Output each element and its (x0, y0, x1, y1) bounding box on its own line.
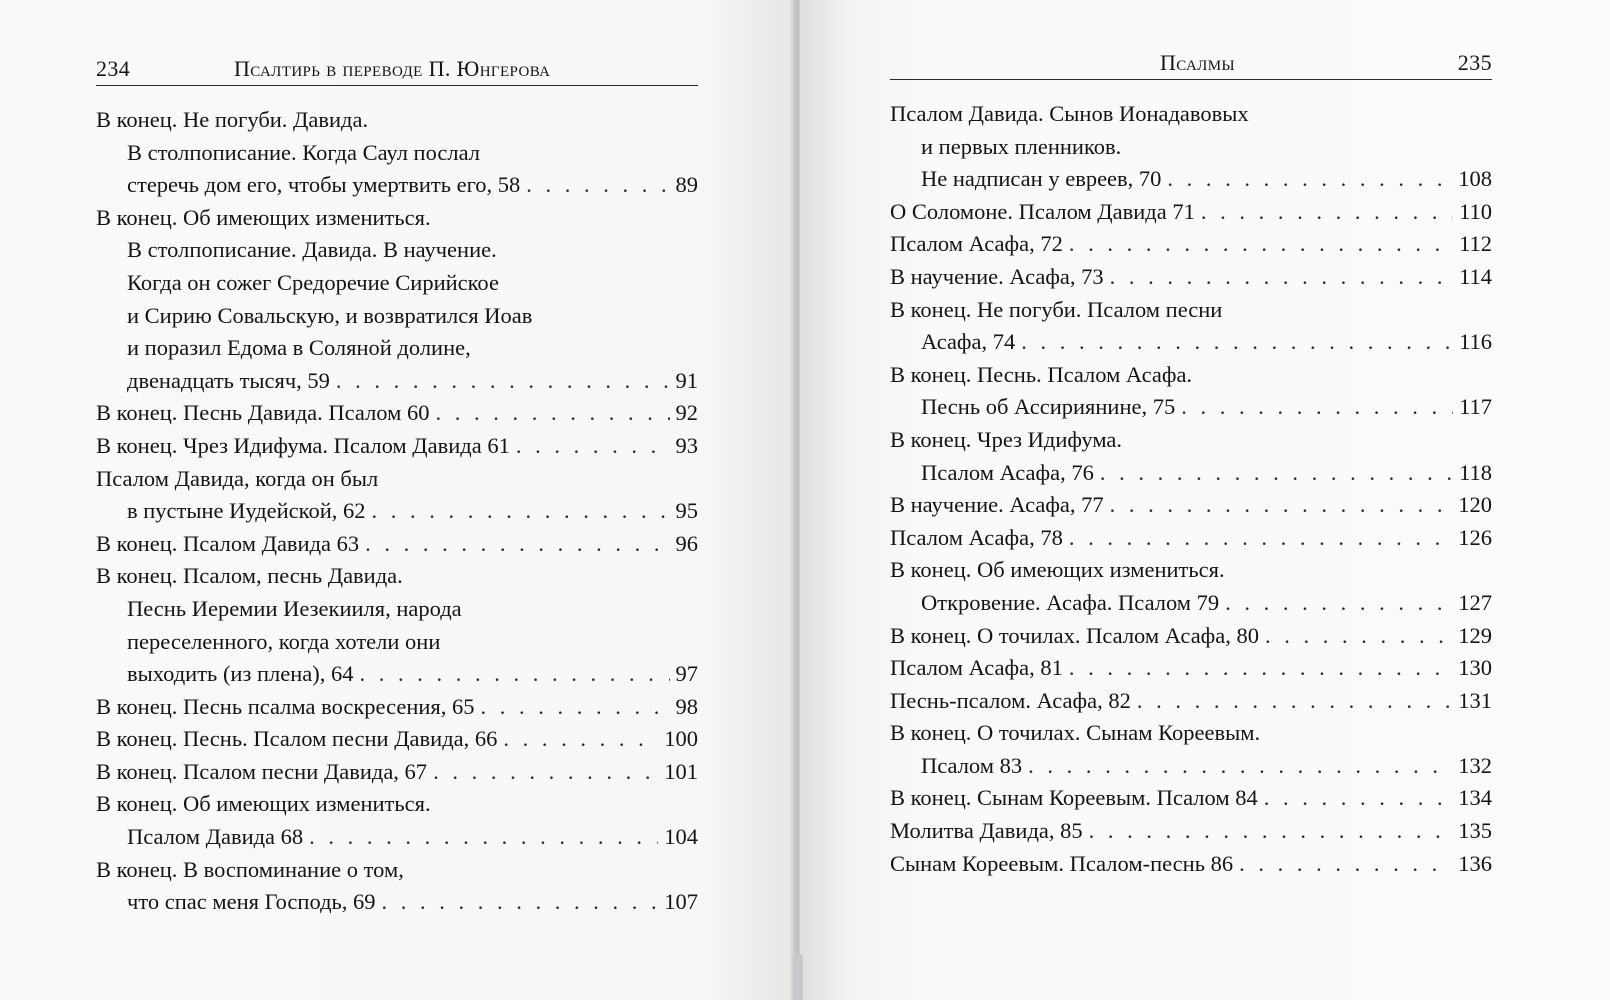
dot-leader (1201, 196, 1453, 229)
toc-entry-final-line (96, 365, 698, 398)
toc-entry-title: В конец. Псалом Давида 63 (96, 530, 360, 556)
toc-entry (890, 815, 1492, 848)
right-running-header (890, 46, 1492, 80)
dot-leader (1181, 391, 1453, 424)
dot-leader (1110, 261, 1453, 294)
toc-entry-final-line (890, 782, 1492, 815)
toc-entry (890, 294, 1492, 359)
toc-entry-page-number: 93 (675, 432, 698, 458)
toc-entry-final-line (890, 457, 1492, 490)
toc-entry-title: В конец. Сынам Кореевым. Псалом 84 (890, 785, 1258, 811)
toc-entry-heading: В конец. Об имеющих измениться. (96, 791, 431, 817)
toc-entry-final-line (890, 620, 1492, 653)
toc-entry-page-number: 107 (664, 889, 698, 915)
dot-leader (1028, 750, 1452, 783)
toc-entry-title: В конец. Песнь. Псалом песни Давида, 66 (96, 726, 498, 752)
toc-entry-heading: В конец. Об имеющих измениться. (96, 204, 431, 230)
toc-entry-page-number: 134 (1458, 785, 1492, 811)
toc-entry-heading: В конец. Не погуби. Давида. (96, 107, 369, 132)
toc-entry-title: В конец. О точилах. Псалом Асафа, 80 (890, 622, 1259, 648)
dot-leader (516, 430, 670, 463)
toc-entry-page-number: 89 (675, 172, 698, 198)
toc-entry (96, 691, 698, 724)
toc-entry-heading: В конец. Чрез Идифума. (890, 426, 1123, 452)
toc-entry-title: О Соломоне. Псалом Давида 71 (890, 198, 1195, 224)
toc-entry-page-number: 108 (1458, 166, 1492, 192)
toc-entry-page-number: 131 (1458, 687, 1492, 713)
toc-entry-final-line (890, 261, 1492, 294)
toc-entry-title: В конец. Псалом песни Давида, 67 (96, 758, 428, 784)
toc-entry (96, 756, 698, 789)
toc-entry-page-number: 136 (1458, 850, 1492, 876)
toc-entry-title: стеречь дом его, чтобы умертвить его, 58 (127, 172, 521, 198)
toc-entry-line: и Сирию Совальскую, и возвратился Иоав (127, 302, 533, 328)
dot-leader (1265, 620, 1452, 653)
toc-entry-final-line (96, 397, 698, 430)
toc-entry-title: В конец. Песнь Давида. Псалом 60 (96, 400, 430, 426)
toc-entry-page-number: 92 (675, 400, 698, 426)
toc-entry-heading: В конец. Об имеющих измениться. (890, 557, 1225, 583)
toc-entry-page-number: 116 (1459, 329, 1492, 355)
toc-entry-page-number: 126 (1458, 524, 1492, 550)
toc-entry-final-line (96, 691, 698, 724)
toc-entry-final-line (890, 326, 1492, 359)
toc-entry-page-number: 114 (1459, 263, 1492, 289)
toc-entry-title: в пустыне Иудейской, 62 (127, 498, 366, 524)
toc-entry-line: Песнь Иеремии Иезекииля, народа (127, 595, 462, 621)
left-page-number: 234 (96, 56, 131, 81)
toc-entry-page-number: 110 (1459, 198, 1492, 224)
dot-leader (372, 495, 670, 528)
toc-entry-page-number: 132 (1458, 752, 1492, 778)
left-running-header (96, 52, 698, 86)
dot-leader (365, 528, 669, 561)
right-header-rule (890, 79, 1492, 80)
toc-entry-title: В конец. Песнь псалма воскресения, 65 (96, 693, 475, 719)
toc-entry-title: двенадцать тысяч, 59 (127, 367, 330, 393)
toc-entry (890, 261, 1492, 294)
toc-entry-heading: В конец. Не погуби. Псалом песни (890, 296, 1223, 322)
toc-entry-final-line (890, 391, 1492, 424)
dot-leader (382, 886, 659, 919)
dot-leader (1021, 326, 1453, 359)
toc-entry-page-number: 135 (1458, 818, 1492, 844)
dot-leader (336, 365, 670, 398)
toc-entry-heading: В конец. Песнь. Псалом Асафа. (890, 361, 1193, 387)
toc-entry-final-line (890, 815, 1492, 848)
toc-entry-page-number: 95 (675, 498, 698, 524)
toc-entry-title: В конец. Чрез Идифума. Псалом Давида 61 (96, 432, 510, 458)
dot-leader (1069, 652, 1452, 685)
toc-entry-final-line (96, 430, 698, 463)
dot-leader (481, 691, 670, 724)
toc-entry (890, 782, 1492, 815)
toc-entry-final-line (890, 489, 1492, 522)
dot-leader (1264, 782, 1453, 815)
toc-entry-final-line (96, 495, 698, 528)
left-page (0, 0, 795, 1000)
toc-entry (96, 723, 698, 756)
toc-entry-title: Псалом Асафа, 76 (921, 459, 1094, 485)
right-running-title: Псалмы (1160, 50, 1235, 75)
toc-entry-page-number: 118 (1459, 459, 1492, 485)
dot-leader (1110, 489, 1453, 522)
toc-entry-final-line (890, 685, 1492, 718)
left-running-title: Псалтирь в переводе П. Юнгерова (234, 56, 551, 81)
toc-entry-line: и поразил Едома в Соляной долине, (127, 335, 471, 361)
dot-leader (1089, 815, 1453, 848)
dot-leader (1137, 685, 1452, 718)
toc-entry-heading: Псалом Давида, когда он был (96, 465, 379, 491)
toc-entry-title: что спас меня Господь, 69 (127, 889, 376, 915)
toc-entry (890, 196, 1492, 229)
dot-leader (1069, 522, 1452, 555)
toc-entry-line: В столпописание. Давида. В научение. (127, 237, 497, 263)
toc-entry-page-number: 98 (675, 693, 698, 719)
toc-entry-heading: Псалом Давида. Сынов Ионадавовых (890, 101, 1249, 126)
toc-entry-page-number: 97 (675, 661, 698, 687)
toc-entry (96, 560, 698, 690)
toc-entry (890, 848, 1492, 881)
toc-entry-title: Псалом Асафа, 72 (890, 231, 1063, 257)
toc-entry (890, 489, 1492, 522)
toc-entry (96, 202, 698, 398)
toc-entry (890, 522, 1492, 555)
left-header-rule (96, 85, 698, 86)
toc-entry-title: В научение. Асафа, 77 (890, 492, 1104, 518)
toc-entry-final-line (96, 658, 698, 691)
toc-entry-title: Песнь об Ассириянине, 75 (921, 394, 1176, 420)
toc-entry (96, 854, 698, 919)
toc-entry-title: Откровение. Асафа. Псалом 79 (921, 589, 1220, 615)
dot-leader (1167, 163, 1452, 196)
toc-entry-page-number: 100 (664, 726, 698, 752)
toc-entry-line: переселенного, когда хотели они (127, 628, 441, 654)
toc-entry-line: Когда он сожег Средоречие Сирийское (127, 269, 499, 295)
dot-leader (309, 821, 658, 854)
dot-leader (436, 397, 670, 430)
toc-entry (890, 717, 1492, 782)
toc-entry-page-number: 130 (1458, 655, 1492, 681)
toc-entry-page-number: 127 (1458, 589, 1492, 615)
toc-entry (890, 359, 1492, 424)
toc-entry-heading: В конец. Псалом, песнь Давида. (96, 563, 403, 589)
toc-entry (890, 424, 1492, 489)
toc-entry (96, 788, 698, 853)
toc-entry-page-number: 112 (1459, 231, 1492, 257)
toc-entry-page-number: 104 (664, 824, 698, 850)
toc-entry-final-line (96, 756, 698, 789)
toc-entry (96, 397, 698, 430)
toc-entry-final-line (96, 886, 698, 919)
left-toc-list (96, 104, 698, 919)
toc-entry-title: Молитва Давида, 85 (890, 818, 1083, 844)
toc-entry-title: Псалом Давида 68 (127, 824, 304, 850)
toc-entry-title: выходить (из плена), 64 (127, 661, 354, 687)
book-binding-strip (793, 955, 803, 1000)
toc-entry-page-number: 101 (664, 758, 698, 784)
toc-entry-heading: В конец. О точилах. Сынам Кореевым. (890, 720, 1261, 746)
right-toc-list (890, 98, 1492, 880)
toc-entry-final-line (890, 522, 1492, 555)
right-page-number: 235 (1457, 50, 1492, 75)
toc-entry-final-line (890, 228, 1492, 261)
toc-entry-final-line (890, 848, 1492, 881)
toc-entry-page-number: 120 (1458, 492, 1492, 518)
toc-entry-page-number: 96 (675, 530, 698, 556)
toc-entry (96, 104, 698, 202)
toc-entry-title: Псалом Асафа, 78 (890, 524, 1063, 550)
toc-entry-line: В столпописание. Когда Саул послал (127, 139, 481, 165)
dot-leader (526, 169, 669, 202)
toc-entry-page-number: 91 (675, 367, 698, 393)
toc-entry (890, 620, 1492, 653)
toc-entry-page-number: 117 (1459, 394, 1492, 420)
dot-leader (503, 723, 658, 756)
toc-entry-final-line (96, 169, 698, 202)
toc-entry-final-line (890, 587, 1492, 620)
toc-entry-final-line (890, 196, 1492, 229)
toc-entry-title: В научение. Асафа, 73 (890, 263, 1104, 289)
dot-leader (1100, 457, 1453, 490)
dot-leader (1225, 587, 1452, 620)
toc-entry-page-number: 129 (1458, 622, 1492, 648)
toc-entry-title: Асафа, 74 (921, 329, 1016, 355)
dot-leader (1069, 228, 1453, 261)
toc-entry-title: Сынам Кореевым. Псалом-песнь 86 (890, 850, 1234, 876)
toc-entry (890, 228, 1492, 261)
toc-entry (96, 528, 698, 561)
toc-entry-title: Псалом Асафа, 81 (890, 655, 1063, 681)
toc-entry-heading: В конец. В воспоминание о том, (96, 856, 404, 882)
toc-entry-line: и первых пленников. (921, 133, 1122, 159)
toc-entry-final-line (96, 528, 698, 561)
toc-entry-final-line (890, 163, 1492, 196)
toc-entry (890, 685, 1492, 718)
dot-leader (360, 658, 670, 691)
toc-entry-final-line (890, 652, 1492, 685)
toc-entry-title: Псалом 83 (921, 752, 1023, 778)
toc-entry (96, 430, 698, 463)
toc-entry-final-line (96, 723, 698, 756)
dot-leader (1239, 848, 1452, 881)
right-page (800, 0, 1610, 1000)
toc-entry-title: Не надписан у евреев, 70 (921, 166, 1162, 192)
toc-entry (890, 652, 1492, 685)
toc-entry (890, 554, 1492, 619)
toc-entry-title: Песнь-псалом. Асафа, 82 (890, 687, 1131, 713)
toc-entry (890, 98, 1492, 196)
toc-entry (96, 463, 698, 528)
dot-leader (433, 756, 658, 789)
toc-entry-final-line (96, 821, 698, 854)
toc-entry-final-line (890, 750, 1492, 783)
